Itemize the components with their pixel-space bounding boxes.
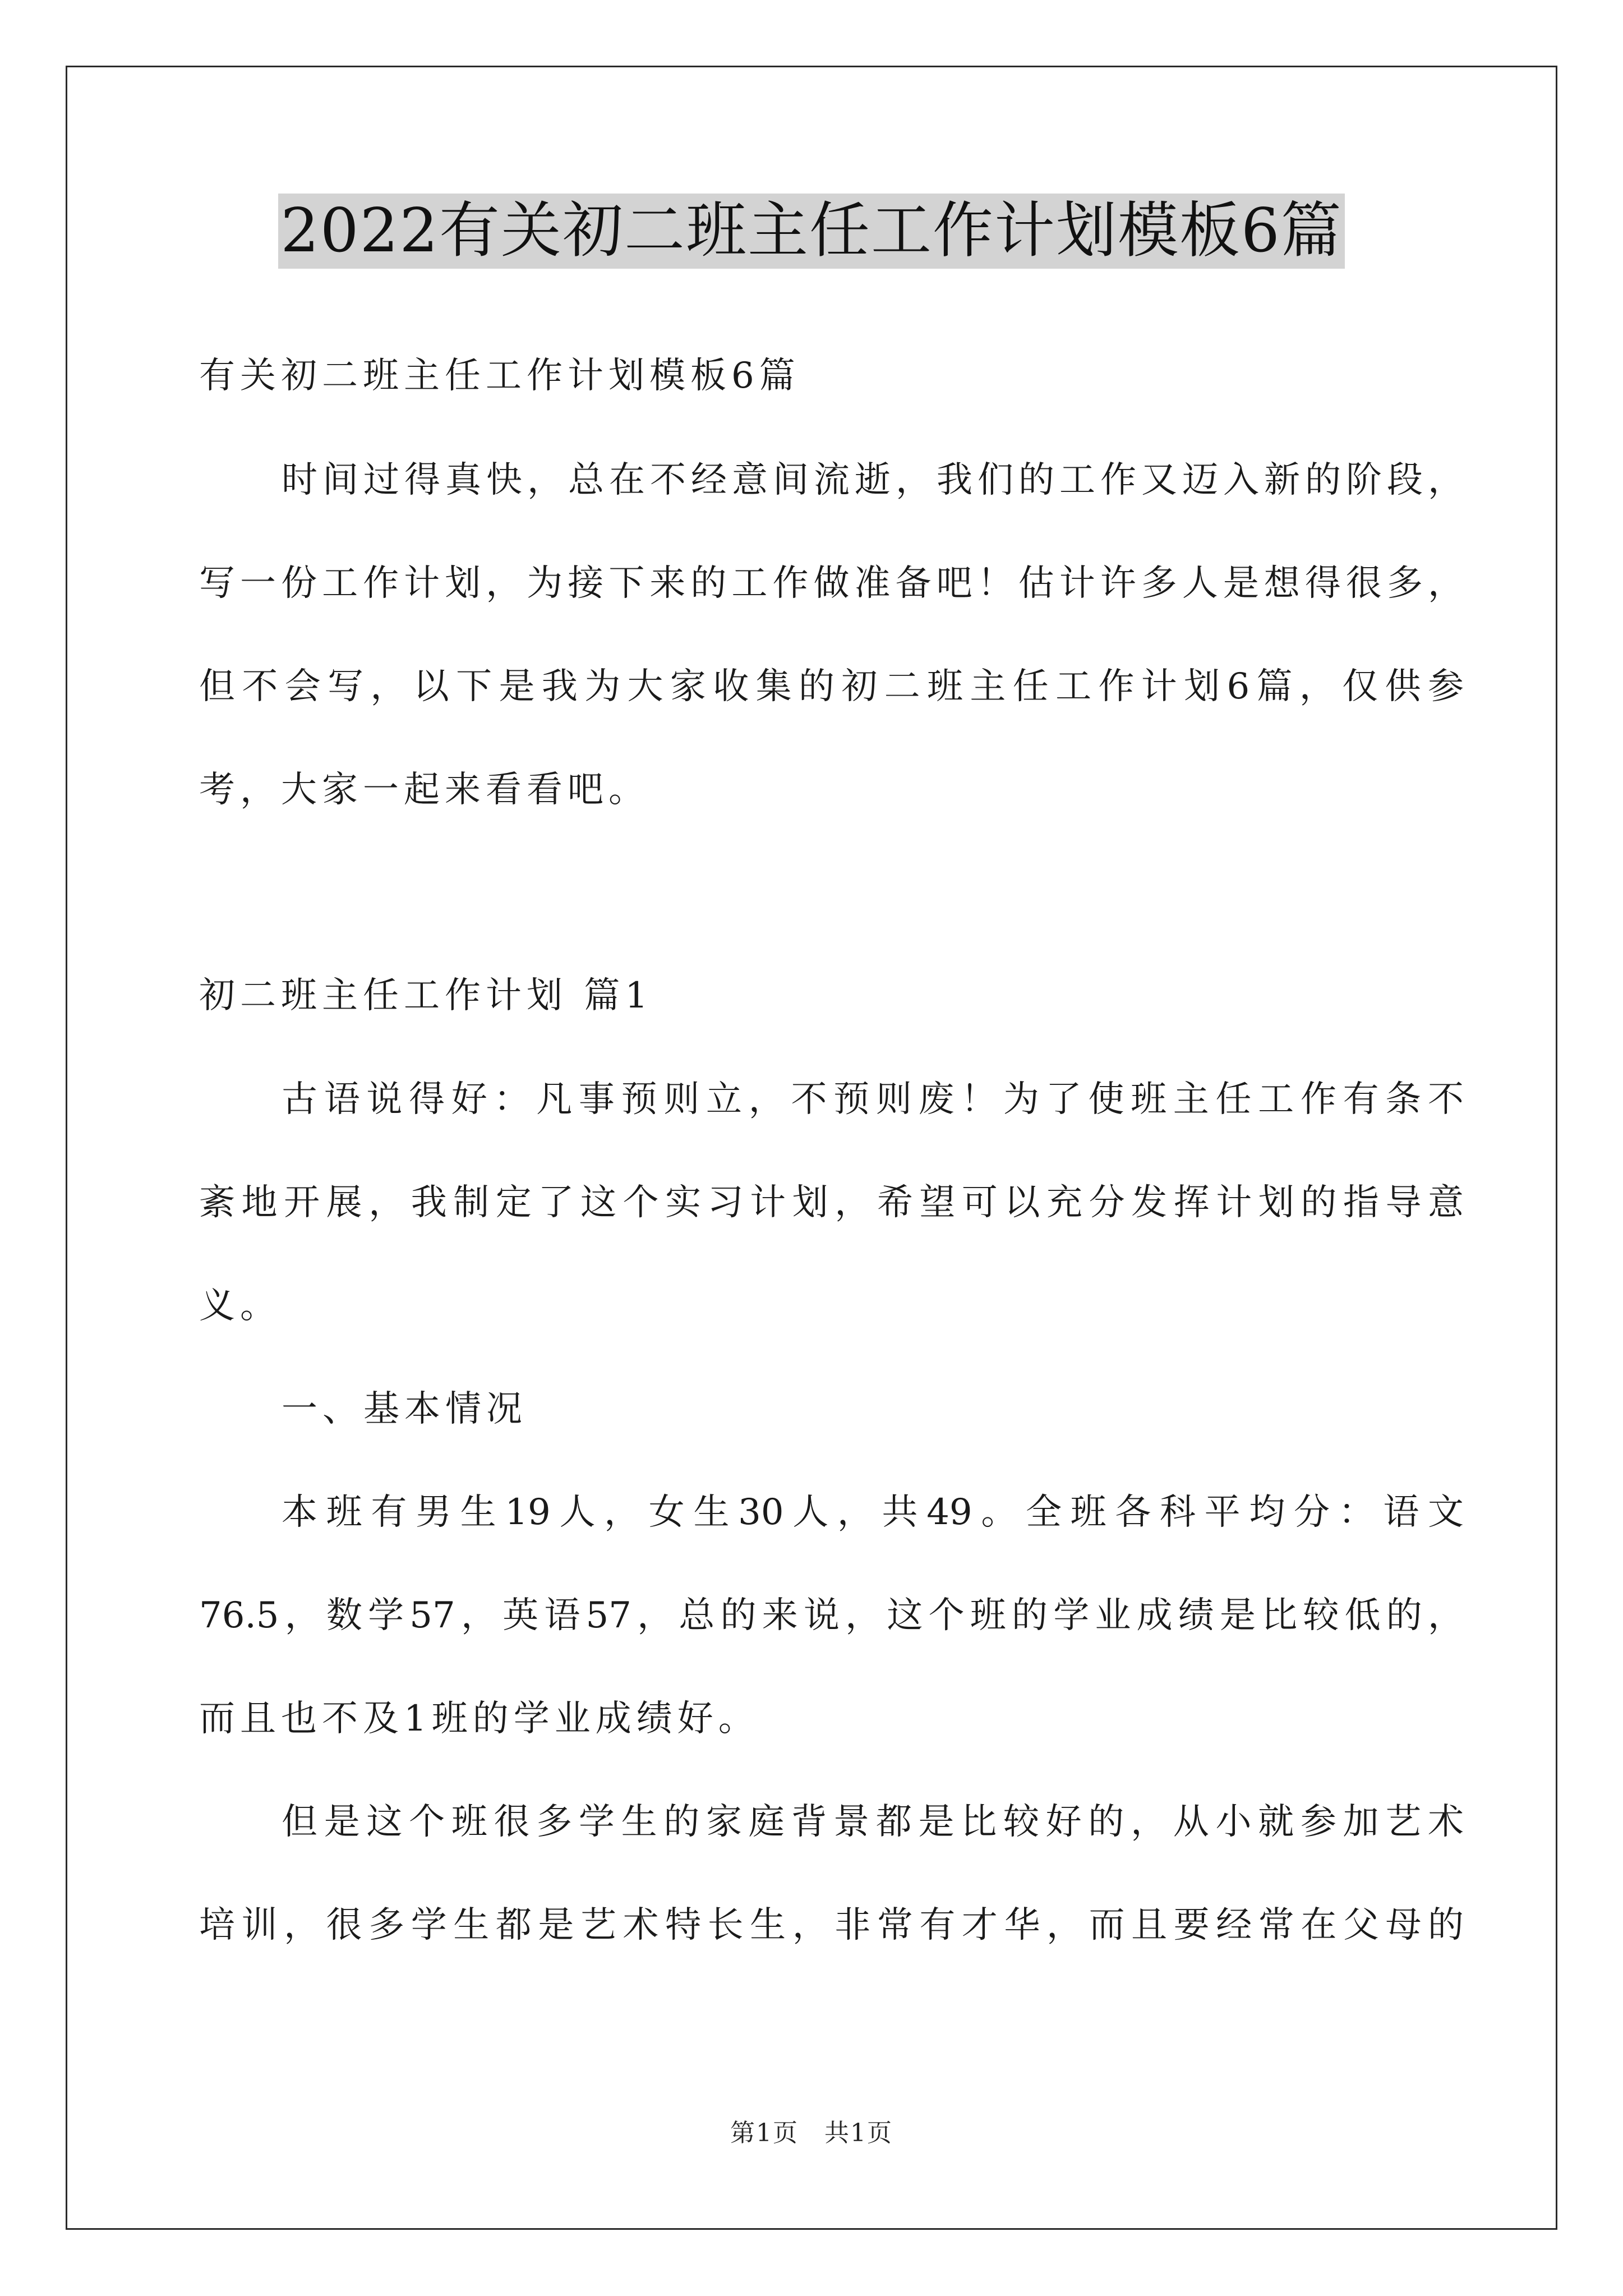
para3-line-2: 培训，很多学生都是艺术特长生，非常有才华，而且要经常在父母的 bbox=[199, 1904, 1464, 1946]
intro-line-4: 考，大家一起来看看吧。 bbox=[199, 769, 649, 811]
document-subtitle: 有关初二班主任工作计划模板6篇 bbox=[199, 355, 800, 397]
subheading-basic-situation: 一、基本情况 bbox=[282, 1388, 527, 1430]
section-heading: 初二班主任工作计划 篇1 bbox=[199, 975, 653, 1016]
intro-line-2: 写一份工作计划，为接下来的工作做准备吧！估计许多人是想得很多， bbox=[199, 563, 1464, 604]
para1-line-3: 义。 bbox=[199, 1285, 281, 1327]
para1-line-1: 古语说得好：凡事预则立，不预则废！为了使班主任工作有条不 bbox=[282, 1079, 1464, 1120]
para2-line-1: 本班有男生19人，女生30人，共49。全班各科平均分：语文 bbox=[282, 1492, 1464, 1533]
title-container bbox=[0, 194, 1623, 269]
para1-line-2: 紊地开展，我制定了这个实习计划，希望可以充分发挥计划的指导意 bbox=[199, 1182, 1464, 1223]
para2-line-2: 76.5，数学57，英语57，总的来说，这个班的学业成绩是比较低的， bbox=[199, 1595, 1464, 1636]
page-footer: 第1页 共1页 bbox=[730, 2119, 893, 2147]
para3-line-1: 但是这个班很多学生的家庭背景都是比较好的，从小就参加艺术 bbox=[282, 1801, 1464, 1843]
intro-line-3: 但不会写，以下是我为大家收集的初二班主任工作计划6篇，仅供参 bbox=[199, 666, 1464, 707]
document-title: 2022有关初二班主任工作计划模板6篇 bbox=[278, 194, 1345, 269]
para2-line-3: 而且也不及1班的学业成绩好。 bbox=[199, 1698, 759, 1740]
intro-line-1: 时间过得真快，总在不经意间流逝，我们的工作又迈入新的阶段， bbox=[282, 459, 1464, 501]
